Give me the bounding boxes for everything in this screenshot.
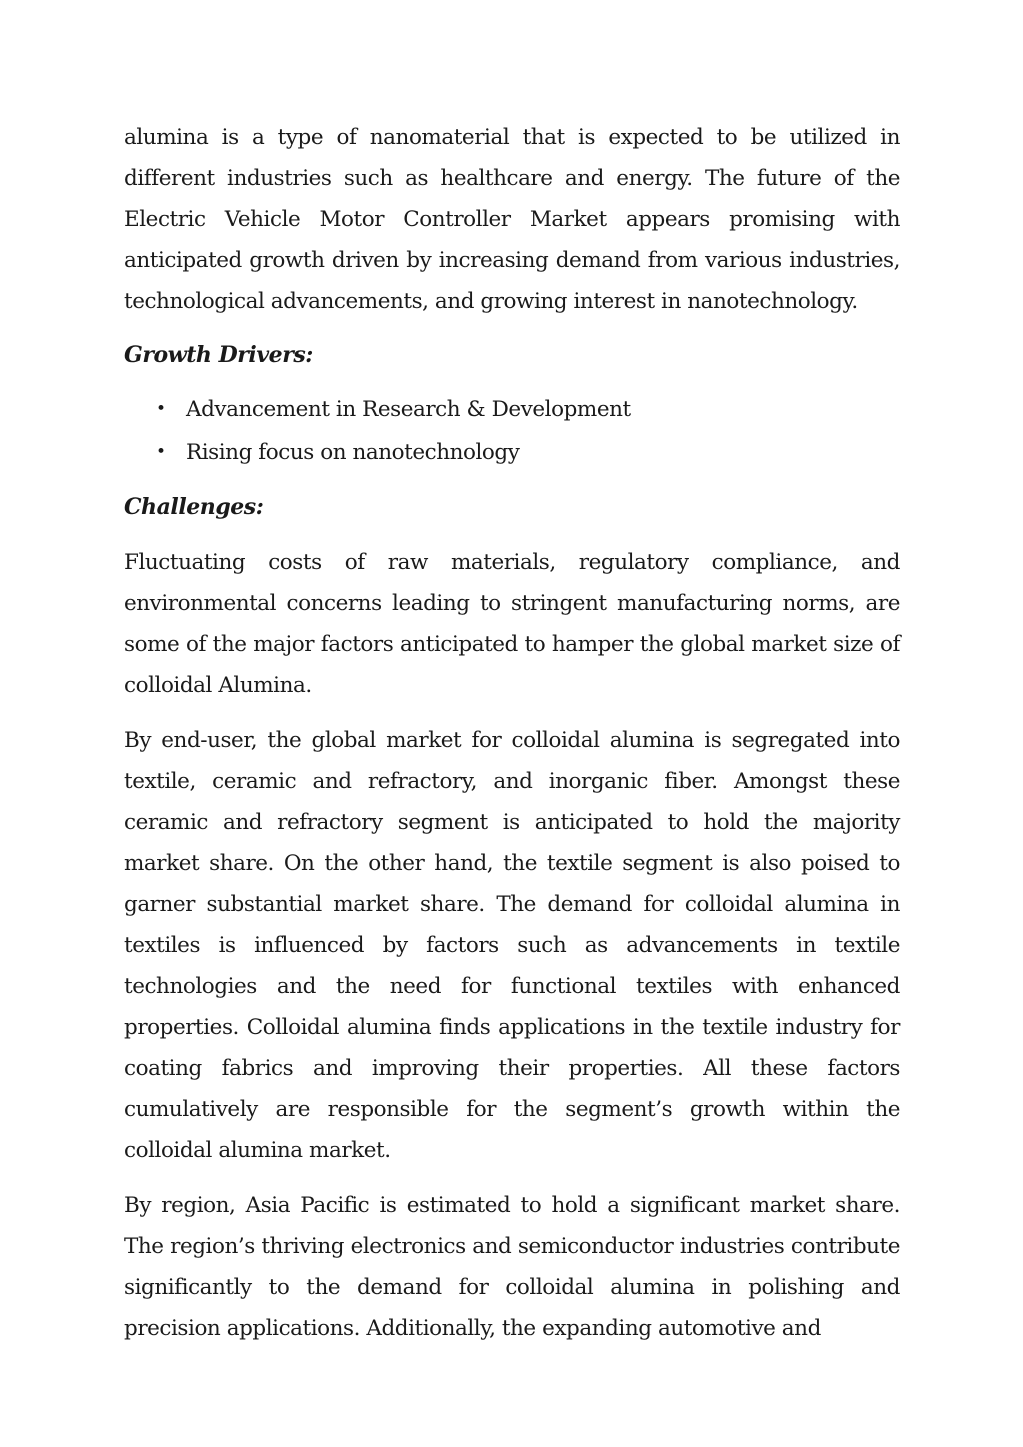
paragraph-challenges: Fluctuating costs of raw materials, regulatory compliance, and environmental concerns leading to stringent manufacturing norms, are some of the major factors anticipated to hamper the global market size of colloidal Alumina.	[124, 550, 900, 698]
bullet-icon: •	[156, 399, 166, 419]
list-item-text: Rising focus on nanotechnology	[186, 440, 520, 465]
bullet-icon: •	[156, 442, 166, 462]
list-item	[124, 388, 900, 431]
paragraph-region: By region, Asia Pacific is estimated to hold a significant market share. The region’s thriving electronics and semiconductor industries contribute significantly to the demand for colloidal alumina in polishing and precision applications. Additionally, the expanding automotive and	[124, 1193, 900, 1341]
document-page	[124, 117, 900, 1349]
paragraph-end-user: By end-user, the global market for colloidal alumina is segregated into textile, ceramic and refractory, and inorganic fiber. Amongst these ceramic and refractory segment is anticipated to hold the majority market share. On the other hand, the textile segment is also poised to garner substantial market share. The demand for colloidal alumina in textiles is influenced by factors such as advancements in textile technologies and the need for functional textiles with enhanced properties. Colloidal alumina finds applications in the textile industry for coating fabrics and improving their properties. All these factors cumulatively are responsible for the segment’s growth within the colloidal alumina market.	[124, 728, 900, 1163]
heading-growth-drivers: Growth Drivers:	[124, 342, 313, 368]
paragraph-intro: alumina is a type of nanomaterial that is expected to be utilized in different industries such as healthcare and energy. The future of the Electric Vehicle Motor Controller Market appears promising with anticipated growth driven by increasing demand from various industries, technological advancements, and growing interest in nanotechnology.	[124, 125, 900, 314]
list-item-text: Advancement in Research & Development	[186, 397, 631, 422]
growth-drivers-list	[124, 388, 900, 474]
heading-challenges: Challenges:	[124, 494, 264, 520]
list-item	[124, 431, 900, 474]
